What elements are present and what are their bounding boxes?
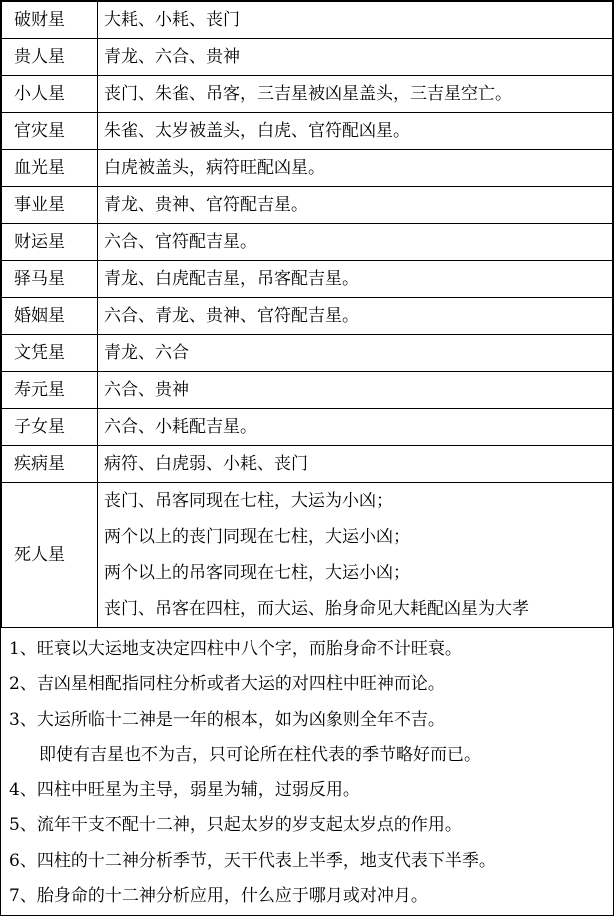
star-description: 青龙、六合、贵神 (98, 39, 613, 76)
star-description: 六合、小耗配吉星。 (98, 409, 613, 446)
star-description: 青龙、白虎配吉星，吊客配吉星。 (98, 261, 613, 298)
star-description: 青龙、六合 (98, 335, 613, 372)
star-name: 死人星 (2, 483, 98, 628)
table-row (2, 224, 613, 261)
note-line: 2、吉凶星相配指同柱分析或者大运的对四柱中旺神而论。 (9, 674, 445, 695)
star-name: 疾病星 (2, 446, 98, 483)
star-description: 六合、青龙、贵神、官符配吉星。 (98, 298, 613, 335)
note-line: 7、胎身命的十二神分析应用，什么应于哪月或对冲月。 (9, 886, 428, 907)
star-description: 大耗、小耗、丧门 (98, 2, 613, 39)
table-row (2, 113, 613, 150)
death-star-row (2, 483, 613, 628)
star-description: 青龙、贵神、官符配吉星。 (98, 187, 613, 224)
table-row (2, 446, 613, 483)
table-row (2, 372, 613, 409)
star-description: 六合、官符配吉星。 (98, 224, 613, 261)
note-line: 3、大运所临十二神是一年的根本，如为凶象则全年不吉。 (9, 709, 445, 730)
table-row (2, 2, 613, 39)
star-name: 驿马星 (2, 261, 98, 298)
star-description: 丧门、朱雀、吊客，三吉星被凶星盖头，三吉星空亡。 (98, 76, 613, 113)
note-line: 即使有吉星也不为吉，只可论所在柱代表的季节略好而已。 (39, 744, 481, 765)
star-name: 血光星 (2, 150, 98, 187)
star-table (1, 1, 613, 628)
star-description: 六合、贵神 (98, 372, 613, 409)
star-name: 事业星 (2, 187, 98, 224)
table-row (2, 261, 613, 298)
death-star-line: 两个以上的吊客同现在七柱，大运小凶； (104, 563, 410, 583)
star-name: 破财星 (2, 2, 98, 39)
table-row (2, 298, 613, 335)
star-name: 子女星 (2, 409, 98, 446)
star-name: 贵人星 (2, 39, 98, 76)
star-name: 官灾星 (2, 113, 98, 150)
notes-section (1, 628, 613, 914)
death-star-line: 丧门、吊客同现在七柱，大运为小凶； (104, 491, 393, 511)
table-row (2, 39, 613, 76)
note-line: 5、流年干支不配十二神，只起太岁的岁支起太岁点的作用。 (9, 815, 462, 836)
note-line: 4、四柱中旺星为主导，弱星为辅，过弱反用。 (9, 780, 360, 801)
table-row (2, 409, 613, 446)
star-name: 婚姻星 (2, 298, 98, 335)
death-star-line: 丧门、吊客在四柱，而大运、胎身命见大耗配凶星为大孝 (104, 599, 529, 619)
note-line: 6、四柱的十二神分析季节，天干代表上半季，地支代表下半季。 (9, 850, 496, 871)
star-description: 白虎被盖头，病符旺配凶星。 (98, 150, 613, 187)
star-name: 文凭星 (2, 335, 98, 372)
star-description: 病符、白虎弱、小耗、丧门 (98, 446, 613, 483)
note-line: 1、旺衰以大运地支决定四柱中八个字，而胎身命不计旺衰。 (9, 639, 462, 659)
star-name: 小人星 (2, 76, 98, 113)
table-row (2, 335, 613, 372)
star-name: 寿元星 (2, 372, 98, 409)
table-row (2, 150, 613, 187)
star-description (98, 483, 613, 628)
star-description: 朱雀、太岁被盖头，白虎、官符配凶星。 (98, 113, 613, 150)
star-name: 财运星 (2, 224, 98, 261)
table-row (2, 187, 613, 224)
death-star-line: 两个以上的丧门同现在七柱，大运小凶； (104, 527, 410, 547)
table-row (2, 76, 613, 113)
